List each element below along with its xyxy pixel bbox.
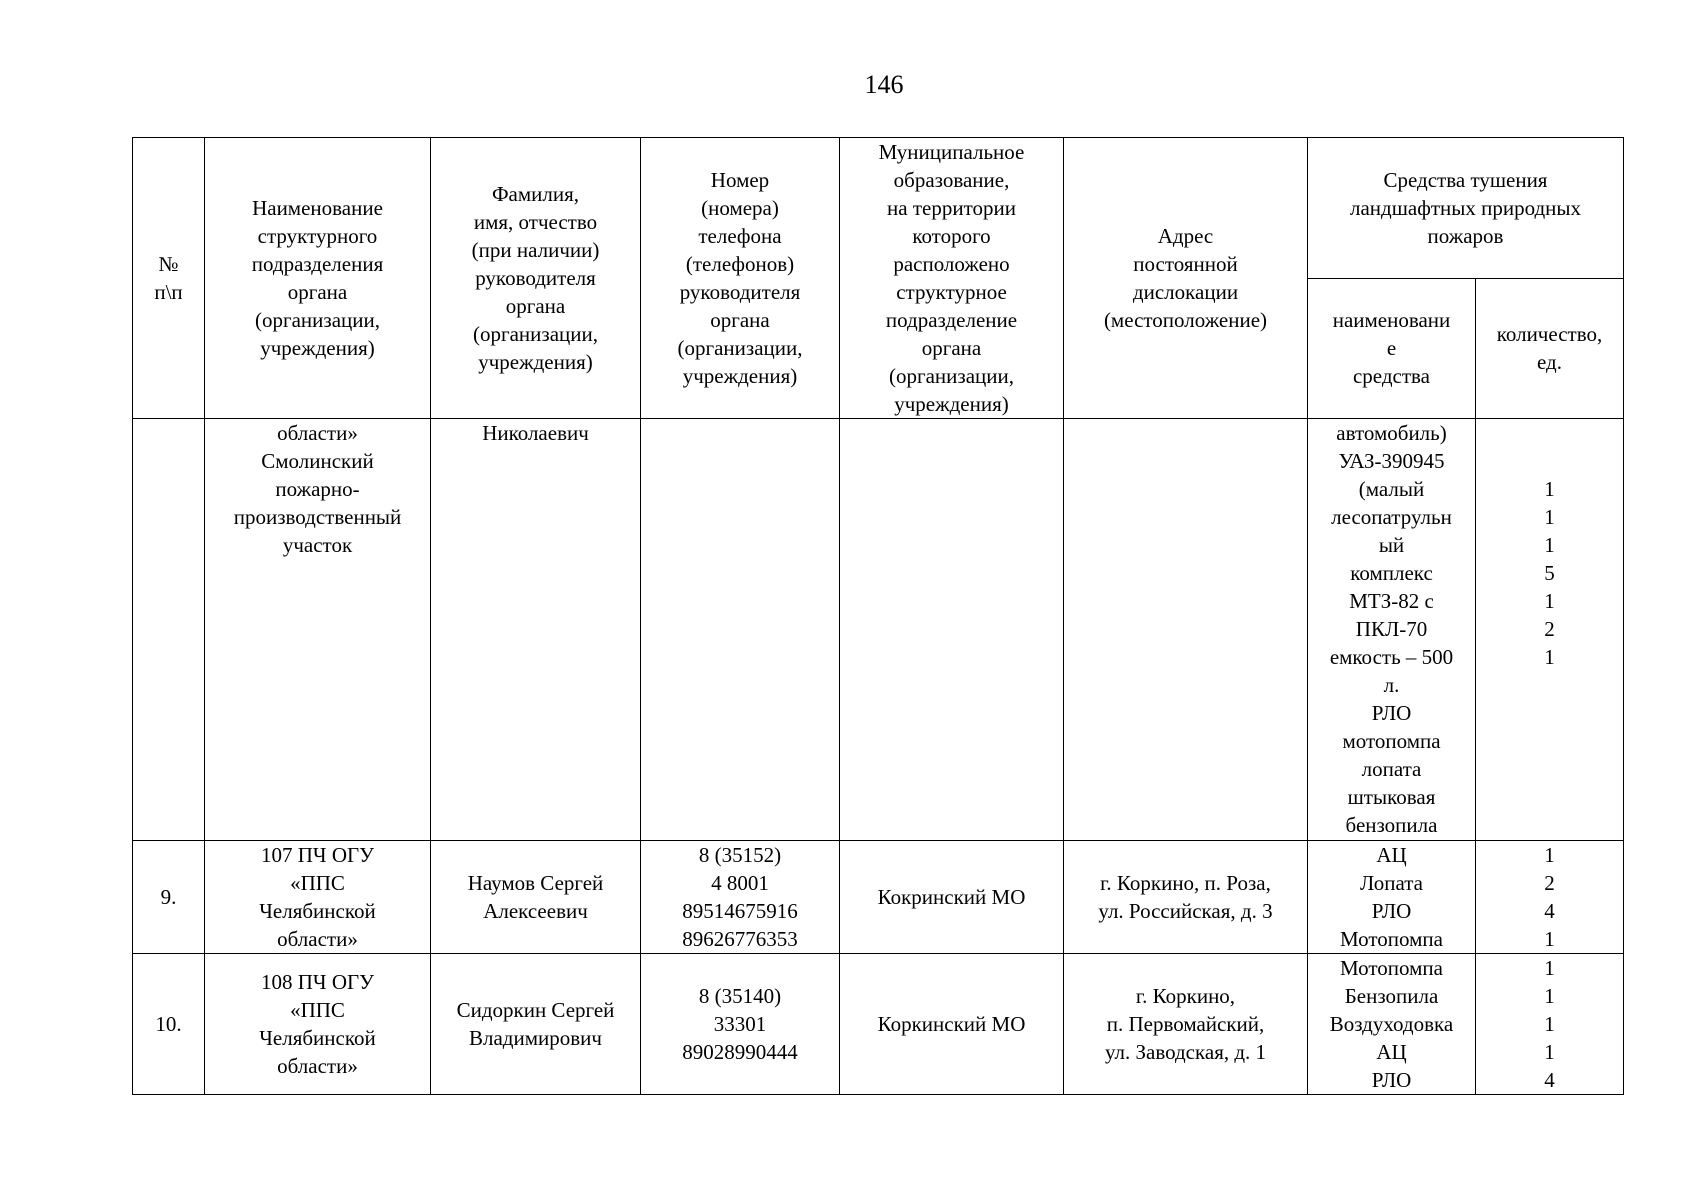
header-address: Адрес постоянной дислокации (местоположение): [1064, 138, 1308, 419]
row-unit-name: области» Смолинский пожарно- производственный участок: [205, 419, 431, 841]
row-municipality: [840, 419, 1064, 841]
table-row: [133, 419, 1624, 841]
header-phone: Номер (номера) телефона (телефонов) руководителя органа (организации, учреждения): [641, 138, 840, 419]
row-head-name: Сидоркин Сергей Владимирович: [431, 954, 641, 1095]
row-municipality: Кокринский МО: [840, 841, 1064, 954]
header-unit-name: Наименование структурного подразделения органа (организации, учреждения): [205, 138, 431, 419]
header-row: [133, 138, 1624, 279]
row-means-name: автомобиль) УАЗ-390945 (малый лесопатрульн ый комплекс МТЗ-82 с ПКЛ-70 емкость – 500 л. РЛО мотопомпа лопата штыковая бензопила: [1308, 419, 1476, 841]
row-num: 9.: [133, 841, 205, 954]
row-means-name: Мотопомпа Бензопила Воздуходовка АЦ РЛО: [1308, 954, 1476, 1095]
header-means: Средства тушения ландшафтных природных пожаров: [1308, 138, 1624, 279]
page-number: 146: [864, 70, 904, 99]
header-num: № п\п: [133, 138, 205, 419]
row-address: [1064, 419, 1308, 841]
header-means-qty: количество, ед.: [1476, 278, 1624, 419]
row-num: 10.: [133, 954, 205, 1095]
row-unit-name: 107 ПЧ ОГУ «ППС Челябинской области»: [205, 841, 431, 954]
table-row: [133, 841, 1624, 954]
header-municipality: Муниципальное образование, на территории которого расположено структурное подразделение органа (организации, учреждения): [840, 138, 1064, 419]
header-means-name: наименовани е средства: [1308, 278, 1476, 419]
row-num: [133, 419, 205, 841]
row-phone: 8 (35152) 4 8001 89514675916 89626776353: [641, 841, 840, 954]
row-means-qty: 1 1 1 5 1 2 1: [1476, 419, 1624, 841]
fire-units-table: [132, 137, 1624, 1095]
row-address: г. Коркино, п. Роза, ул. Российская, д. 3: [1064, 841, 1308, 954]
row-phone: 8 (35140) 33301 89028990444: [641, 954, 840, 1095]
row-unit-name: 108 ПЧ ОГУ «ППС Челябинской области»: [205, 954, 431, 1095]
row-head-name: Наумов Сергей Алексеевич: [431, 841, 641, 954]
row-address: г. Коркино, п. Первомайский, ул. Заводская, д. 1: [1064, 954, 1308, 1095]
row-means-name: АЦ Лопата РЛО Мотопомпа: [1308, 841, 1476, 954]
row-means-qty: 1 2 4 1: [1476, 841, 1624, 954]
row-municipality: Коркинский МО: [840, 954, 1064, 1095]
row-head-name: Николаевич: [431, 419, 641, 841]
row-means-qty: 1 1 1 1 4: [1476, 954, 1624, 1095]
header-head-name: Фамилия, имя, отчество (при наличии) руководителя органа (организации, учреждения): [431, 138, 641, 419]
table-row: [133, 954, 1624, 1095]
row-phone: [641, 419, 840, 841]
